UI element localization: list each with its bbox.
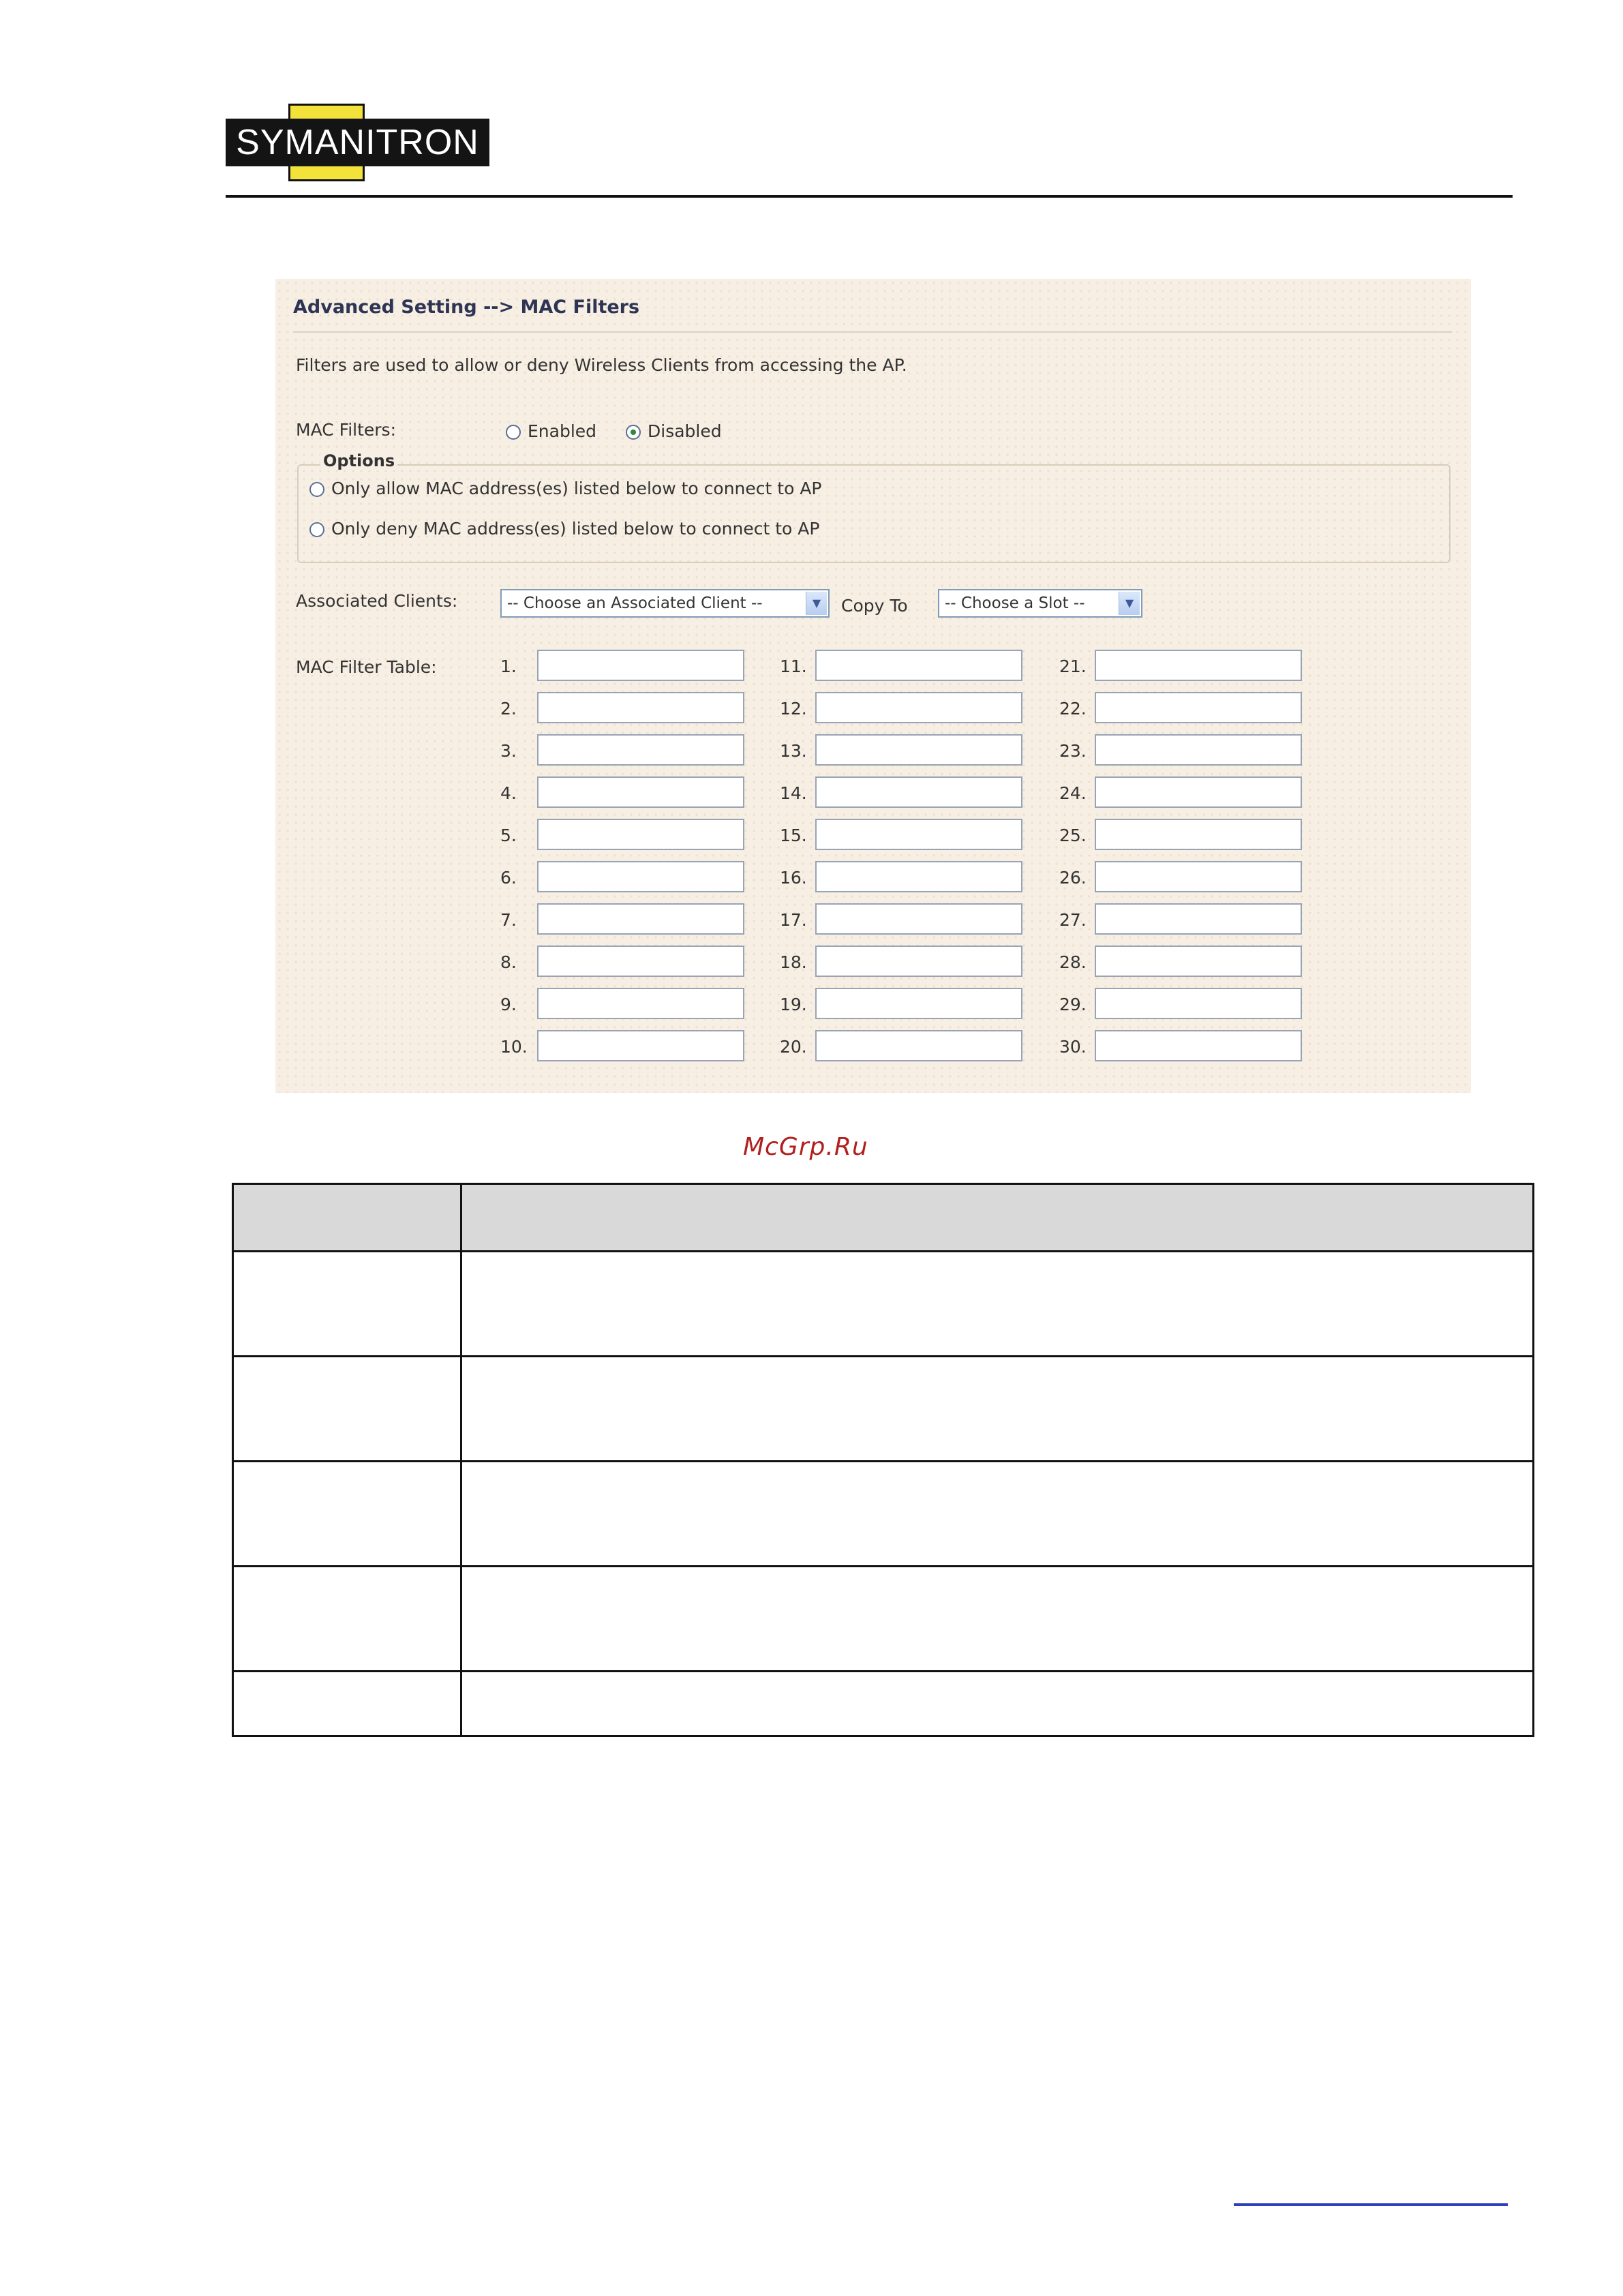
mac-entry-number: 28.	[1059, 952, 1087, 972]
mac-address-input[interactable]	[1095, 988, 1302, 1019]
symanitron-logo	[226, 104, 489, 181]
mac-address-input[interactable]	[537, 776, 744, 808]
mac-address-input[interactable]	[1095, 692, 1302, 723]
mac-entry-number: 1.	[500, 656, 517, 676]
mac-entry-number: 17.	[780, 910, 807, 930]
logo-text: SYMANITRON	[236, 123, 479, 162]
mac-entry-number: 11.	[780, 656, 807, 676]
options-legend: Options	[320, 451, 397, 470]
mac-entry-number: 14.	[780, 783, 807, 803]
description-table	[232, 1183, 1534, 1737]
table-row	[233, 1567, 1534, 1672]
mac-address-input[interactable]	[537, 734, 744, 766]
mac-entry-number: 7.	[500, 910, 517, 930]
associated-client-select[interactable]	[500, 589, 830, 618]
mac-address-input[interactable]	[537, 819, 744, 850]
mac-address-input[interactable]	[1095, 1030, 1302, 1061]
mac-address-input[interactable]	[815, 1030, 1022, 1061]
mac-entry-number: 8.	[500, 952, 517, 972]
description-text: Filters are used to allow or deny Wireless Clients from accessing the AP.	[296, 355, 907, 375]
mac-address-input[interactable]	[815, 650, 1022, 681]
copy-to-label: Copy To	[841, 596, 908, 616]
breadcrumb: Advanced Setting --> MAC Filters	[293, 297, 640, 318]
mac-entry-number: 19.	[780, 995, 807, 1014]
mac-address-input[interactable]	[1095, 946, 1302, 977]
mac-address-input[interactable]	[815, 692, 1022, 723]
mac-entry-number: 3.	[500, 741, 517, 761]
mac-entry-number: 26.	[1059, 868, 1087, 888]
mac-address-input[interactable]	[1095, 650, 1302, 681]
disabled-label: Disabled	[648, 421, 722, 441]
mac-entry-number: 10.	[500, 1037, 528, 1057]
mac-filters-enabled-radio[interactable]	[506, 421, 596, 441]
slot-select-value: -- Choose a Slot --	[945, 594, 1085, 612]
mac-address-input[interactable]	[537, 861, 744, 892]
mac-entry-number: 16.	[780, 868, 807, 888]
footer-link-underline[interactable]	[1234, 2203, 1508, 2206]
mac-address-input[interactable]	[1095, 903, 1302, 935]
only-deny-radio[interactable]	[309, 519, 819, 539]
mac-filters-label: MAC Filters:	[296, 420, 396, 440]
mac-filter-table-label: MAC Filter Table:	[296, 657, 437, 677]
mac-entry-number: 25.	[1059, 826, 1087, 845]
mac-entry-number: 22.	[1059, 699, 1087, 719]
mac-entry-number: 27.	[1059, 910, 1087, 930]
chevron-down-icon[interactable]: ▼	[806, 592, 827, 615]
mac-address-input[interactable]	[815, 861, 1022, 892]
table-cell	[233, 1357, 461, 1462]
table-cell	[233, 1462, 461, 1567]
mac-entry-number: 15.	[780, 826, 807, 845]
table-row	[233, 1462, 1534, 1567]
mac-entry-number: 30.	[1059, 1037, 1087, 1057]
mac-address-input[interactable]	[537, 903, 744, 935]
table-cell	[233, 1567, 461, 1672]
chevron-down-icon[interactable]: ▼	[1119, 592, 1140, 615]
mac-address-input[interactable]	[537, 650, 744, 681]
associated-client-value: -- Choose an Associated Client --	[507, 594, 763, 612]
title-divider	[293, 331, 1452, 333]
mac-entry-number: 6.	[500, 868, 517, 888]
mac-entry-number: 20.	[780, 1037, 807, 1057]
mac-address-input[interactable]	[537, 946, 744, 977]
mac-filters-panel	[275, 279, 1471, 1093]
table-cell	[461, 1567, 1534, 1672]
mac-filters-disabled-radio[interactable]	[626, 421, 722, 441]
table-cell	[461, 1184, 1534, 1252]
table-row	[233, 1672, 1534, 1736]
mac-address-input[interactable]	[537, 988, 744, 1019]
mac-address-input[interactable]	[815, 776, 1022, 808]
mac-address-input[interactable]	[1095, 861, 1302, 892]
table-cell	[461, 1357, 1534, 1462]
slot-select[interactable]	[938, 589, 1142, 618]
mac-address-input[interactable]	[1095, 776, 1302, 808]
mac-address-input[interactable]	[815, 819, 1022, 850]
associated-clients-label: Associated Clients:	[296, 591, 458, 611]
mac-address-input[interactable]	[1095, 819, 1302, 850]
mac-entry-number: 29.	[1059, 995, 1087, 1014]
mac-address-input[interactable]	[537, 692, 744, 723]
mac-entry-number: 5.	[500, 826, 517, 845]
only-allow-label: Only allow MAC address(es) listed below to connect to AP	[331, 479, 822, 498]
table-cell	[461, 1462, 1534, 1567]
mac-entry-number: 24.	[1059, 783, 1087, 803]
mac-entry-number: 4.	[500, 783, 517, 803]
mac-entry-number: 23.	[1059, 741, 1087, 761]
table-row	[233, 1357, 1534, 1462]
mac-address-input[interactable]	[815, 734, 1022, 766]
table-cell	[461, 1252, 1534, 1357]
radio-off-icon[interactable]	[309, 482, 324, 497]
table-cell	[233, 1252, 461, 1357]
radio-on-icon[interactable]	[626, 425, 641, 440]
table-cell	[233, 1672, 461, 1736]
table-cell	[461, 1672, 1534, 1736]
only-deny-label: Only deny MAC address(es) listed below to connect to AP	[331, 519, 820, 539]
mac-entry-number: 13.	[780, 741, 807, 761]
radio-off-icon[interactable]	[506, 425, 521, 440]
mac-address-input[interactable]	[537, 1030, 744, 1061]
table-cell	[233, 1184, 461, 1252]
mac-address-input[interactable]	[815, 946, 1022, 977]
watermark: McGrp.Ru	[743, 1133, 868, 1161]
mac-entry-number: 2.	[500, 699, 517, 719]
mac-address-input[interactable]	[1095, 734, 1302, 766]
header-rule	[226, 195, 1513, 198]
mac-address-input[interactable]	[815, 903, 1022, 935]
mac-address-input[interactable]	[815, 988, 1022, 1019]
mac-entry-number: 21.	[1059, 656, 1087, 676]
mac-entry-number: 18.	[780, 952, 807, 972]
only-allow-radio[interactable]	[309, 479, 822, 498]
enabled-label: Enabled	[528, 421, 597, 441]
table-row	[233, 1252, 1534, 1357]
mac-entry-number: 9.	[500, 995, 517, 1014]
table-header-row	[233, 1184, 1534, 1252]
mac-entry-number: 12.	[780, 699, 807, 719]
radio-off-icon[interactable]	[309, 522, 324, 537]
